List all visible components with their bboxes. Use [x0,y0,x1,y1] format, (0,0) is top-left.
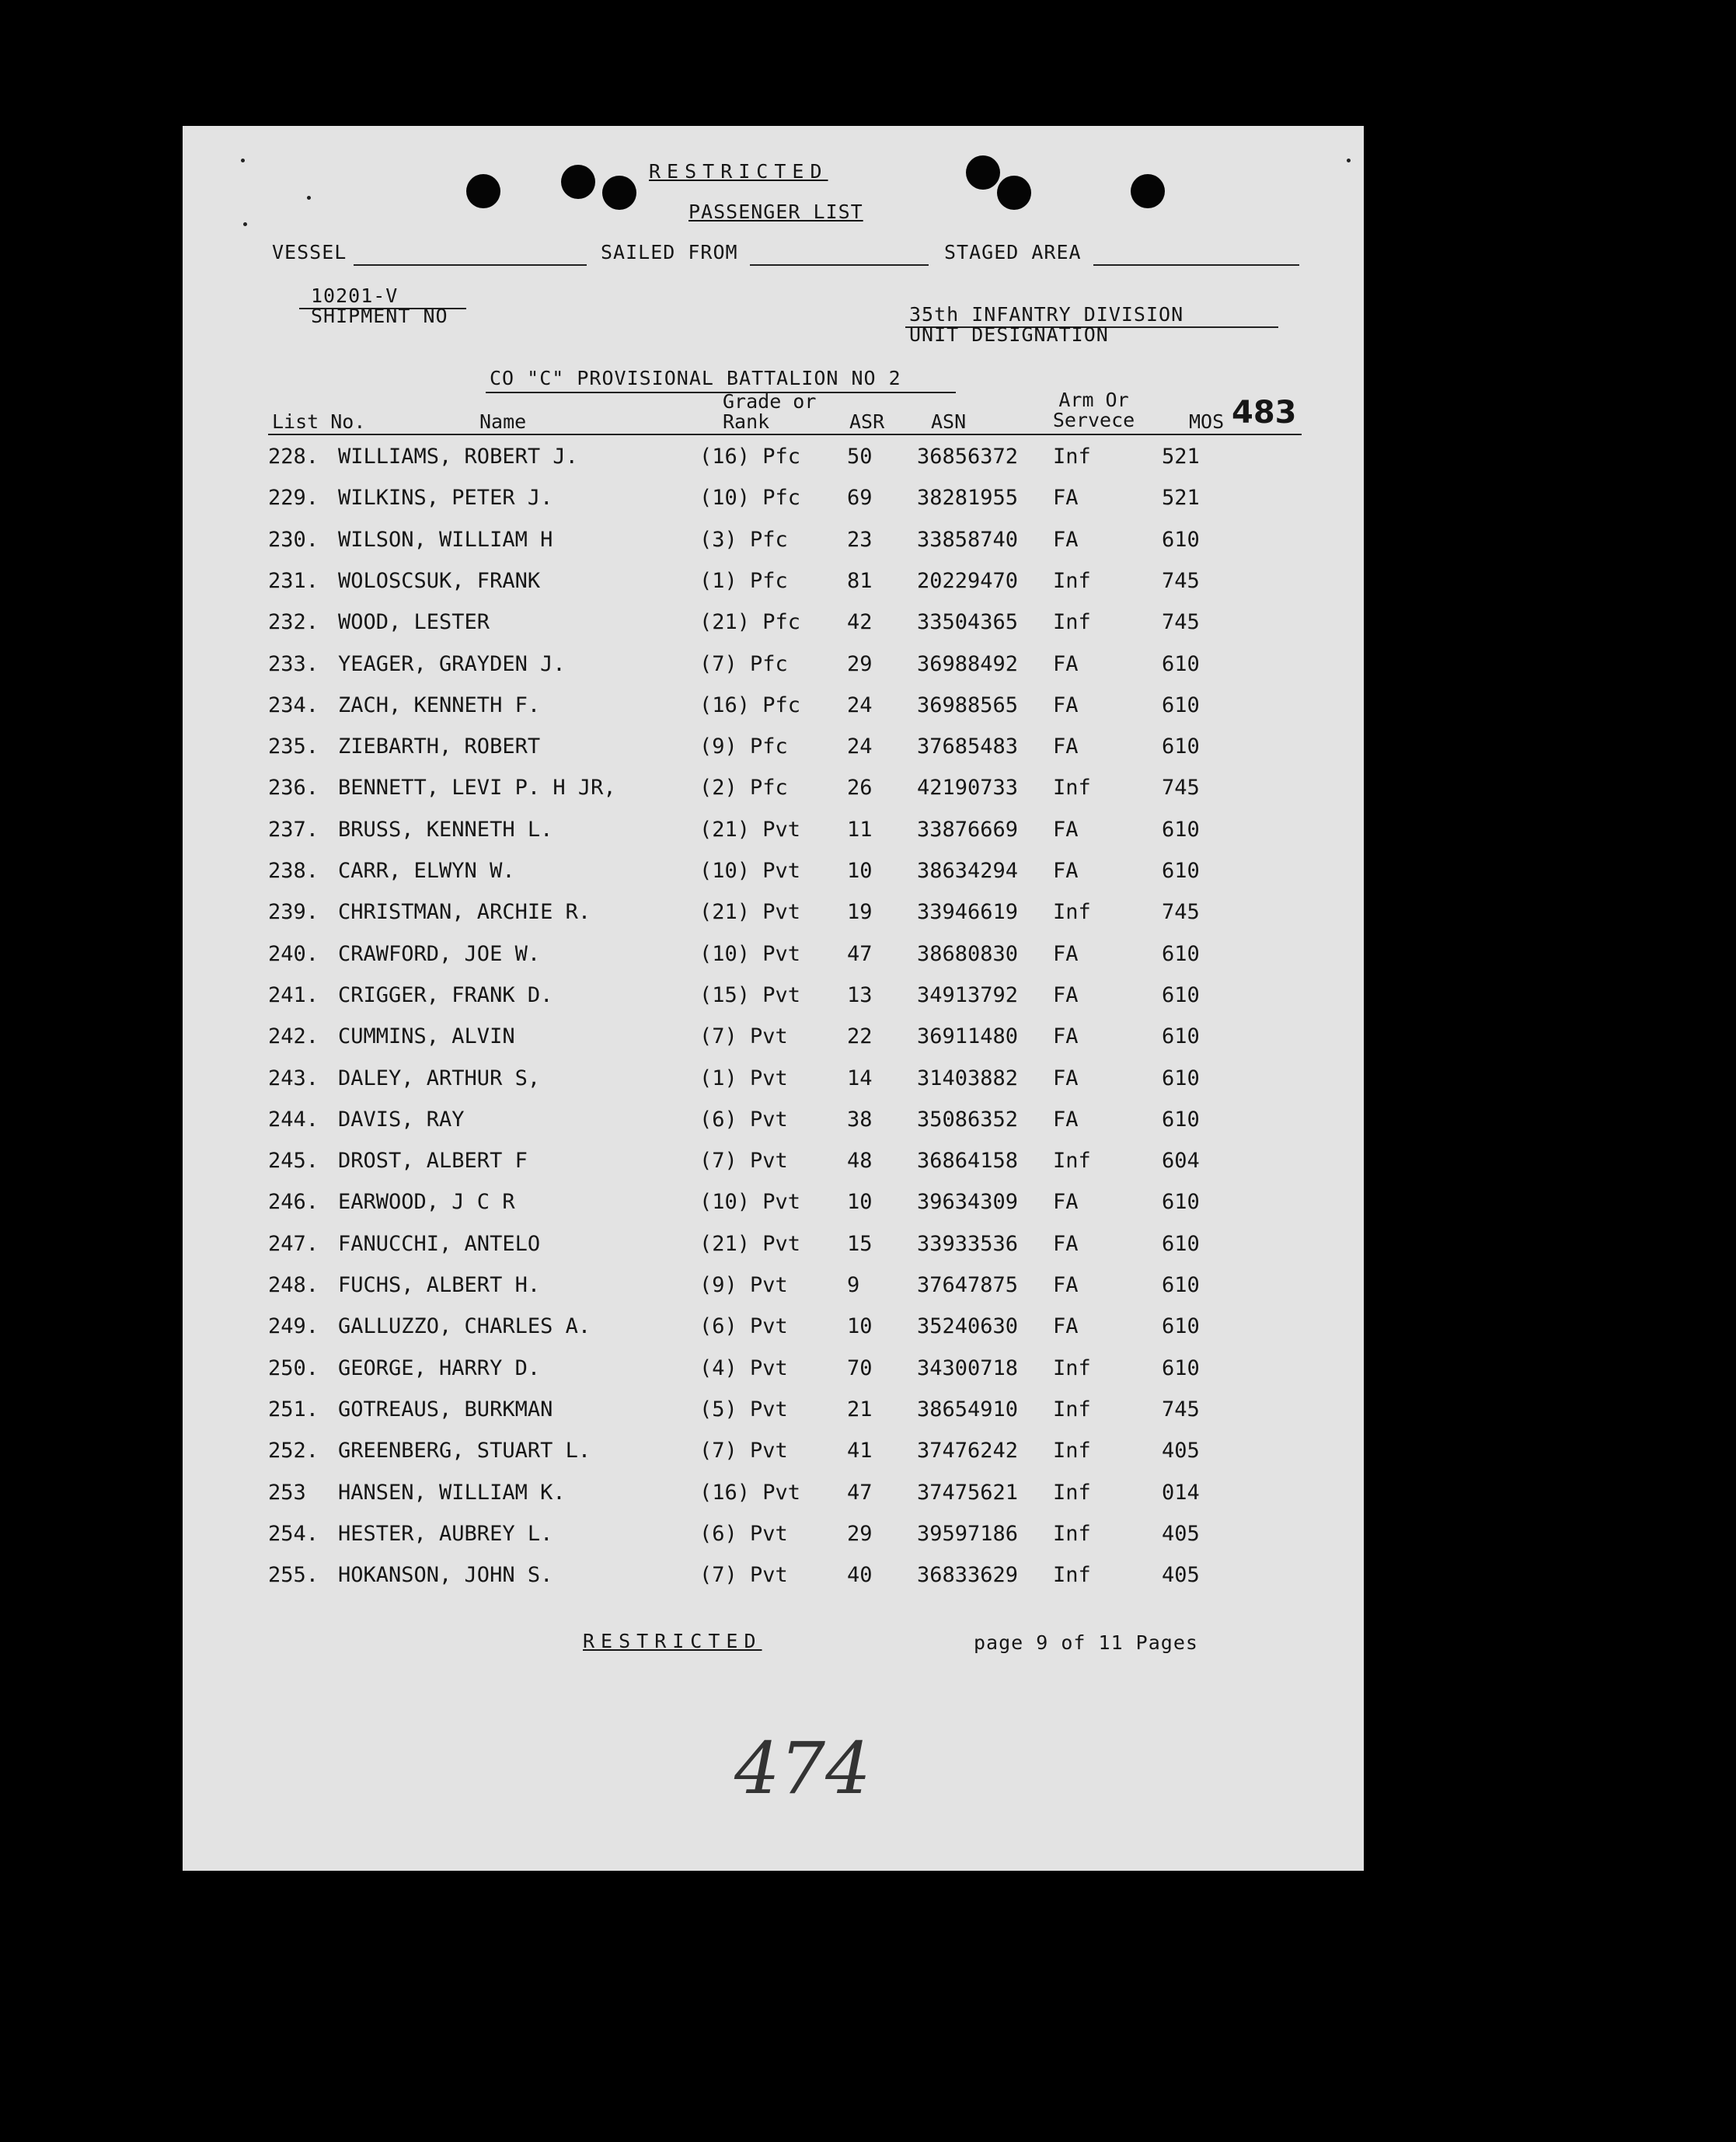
cell-grade: (16) Pfc [699,693,801,717]
cell-list: 239. [268,900,319,924]
cell-name: GEORGE, HARRY D. [338,1356,541,1380]
cell-list: 234. [268,693,319,717]
punch-hole [466,174,500,208]
cell-list: 230. [268,528,319,552]
cell-asn: 34300718 [917,1356,1019,1380]
cell-asr: 26 [847,776,873,800]
cell-name: DAVIS, RAY [338,1108,465,1132]
cell-list: 245. [268,1149,319,1173]
cell-name: WILLIAMS, ROBERT J. [338,445,578,469]
speck [1347,159,1351,162]
cell-arm: FA [1053,1066,1079,1090]
cell-mos: 610 [1162,693,1200,717]
table-row [183,652,1364,693]
cell-asn: 37475621 [917,1481,1019,1505]
cell-arm: Inf [1053,1439,1091,1463]
cell-grade: (16) Pfc [699,445,801,469]
cell-grade: (21) Pvt [699,900,801,924]
table-row [183,818,1364,859]
cell-list: 233. [268,652,319,676]
cell-list: 251. [268,1397,319,1422]
cell-asr: 10 [847,1314,873,1338]
cell-arm: FA [1053,1024,1079,1048]
cell-mos: 610 [1162,1273,1200,1297]
cell-grade: (1) Pvt [699,1066,788,1090]
cell-list: 243. [268,1066,319,1090]
cell-arm: Inf [1053,1356,1091,1380]
table-row [183,776,1364,817]
cell-asr: 10 [847,1190,873,1214]
cell-list: 231. [268,569,319,593]
cell-arm: FA [1053,1314,1079,1338]
cell-asn: 33946619 [917,900,1019,924]
cell-name: HANSEN, WILLIAM K. [338,1481,566,1505]
cell-asr: 9 [847,1273,860,1297]
cell-asn: 42190733 [917,776,1019,800]
table-row [183,1314,1364,1355]
staged-area-blank [1093,264,1299,266]
cell-mos: 745 [1162,776,1200,800]
table-row [183,1066,1364,1108]
header-rule [268,434,1302,435]
cell-asr: 10 [847,859,873,883]
cell-list: 252. [268,1439,319,1463]
cell-grade: (6) Pvt [699,1108,788,1132]
table-row [183,610,1364,651]
cell-mos: 610 [1162,1232,1200,1256]
cell-asn: 37685483 [917,734,1019,759]
cell-asn: 38680830 [917,942,1019,966]
cell-grade: (10) Pvt [699,1190,801,1214]
cell-mos: 610 [1162,734,1200,759]
cell-arm: FA [1053,486,1079,510]
cell-asr: 47 [847,942,873,966]
cell-arm: Inf [1053,1563,1091,1587]
cell-arm: FA [1053,983,1079,1007]
cell-name: DROST, ALBERT F [338,1149,528,1173]
table-row [183,1522,1364,1563]
cell-arm: Inf [1053,1481,1091,1505]
cell-asr: 40 [847,1563,873,1587]
cell-list: 248. [268,1273,319,1297]
cell-list: 232. [268,610,319,634]
cell-asr: 13 [847,983,873,1007]
table-row [183,1273,1364,1314]
passenger-list-page [183,126,1364,1871]
cell-arm: FA [1053,528,1079,552]
col-header-asr: ASR [849,410,885,433]
cell-list: 228. [268,445,319,469]
restricted-bottom: RESTRICTED [583,1630,762,1652]
cell-name: CRAWFORD, JOE W. [338,942,541,966]
cell-asn: 39597186 [917,1522,1019,1546]
cell-list: 249. [268,1314,319,1338]
cell-asn: 31403882 [917,1066,1019,1090]
cell-name: CARR, ELWYN W. [338,859,515,883]
vessel-blank [354,264,587,266]
cell-mos: 610 [1162,818,1200,842]
cell-name: WILSON, WILLIAM H [338,528,553,552]
cell-asn: 36988492 [917,652,1019,676]
cell-grade: (15) Pvt [699,983,801,1007]
speck [307,196,311,200]
company-title: CO "C" PROVISIONAL BATTALION NO 2 [490,367,901,389]
cell-list: 253 [268,1481,306,1505]
cell-name: EARWOOD, J C R [338,1190,515,1214]
sailed-from-label: SAILED FROM [601,241,738,263]
cell-grade: (6) Pvt [699,1314,788,1338]
cell-name: ZACH, KENNETH F. [338,693,541,717]
cell-asn: 39634309 [917,1190,1019,1214]
cell-list: 254. [268,1522,319,1546]
cell-grade: (9) Pfc [699,734,788,759]
table-row [183,528,1364,569]
cell-name: WILKINS, PETER J. [338,486,553,510]
cell-asr: 47 [847,1481,873,1505]
cell-asr: 21 [847,1397,873,1422]
cell-asr: 48 [847,1149,873,1173]
cell-arm: FA [1053,818,1079,842]
cell-arm: Inf [1053,900,1091,924]
cell-asr: 29 [847,652,873,676]
cell-arm: FA [1053,693,1079,717]
cell-asr: 24 [847,693,873,717]
cell-arm: Inf [1053,1397,1091,1422]
cell-mos: 521 [1162,486,1200,510]
table-row [183,734,1364,776]
punch-hole [561,165,595,199]
cell-asn: 36864158 [917,1149,1019,1173]
table-row [183,1190,1364,1231]
cell-asn: 38281955 [917,486,1019,510]
col-header-arm: Arm Or Servece [1052,389,1135,431]
cell-asn: 36988565 [917,693,1019,717]
shipment-no-label: SHIPMENT NO [311,305,448,327]
page-info: page 9 of 11 Pages [974,1631,1198,1654]
cell-arm: FA [1053,1190,1079,1214]
cell-name: FANUCCHI, ANTELO [338,1232,541,1256]
cell-asr: 22 [847,1024,873,1048]
table-row [183,983,1364,1024]
col-header-mos: MOS [1189,410,1225,433]
cell-arm: FA [1053,1232,1079,1256]
cell-grade: (21) Pvt [699,1232,801,1256]
cell-mos: 610 [1162,1314,1200,1338]
cell-list: 240. [268,942,319,966]
table-row [183,1356,1364,1397]
cell-asr: 41 [847,1439,873,1463]
cell-list: 238. [268,859,319,883]
table-row [183,1439,1364,1480]
cell-arm: FA [1053,942,1079,966]
table-row [183,942,1364,983]
col-header-asn: ASN [931,410,967,433]
cell-asr: 29 [847,1522,873,1546]
cell-asn: 36911480 [917,1024,1019,1048]
cell-arm: Inf [1053,610,1091,634]
cell-name: DALEY, ARTHUR S, [338,1066,541,1090]
cell-asn: 38634294 [917,859,1019,883]
cell-asn: 33876669 [917,818,1019,842]
table-row [183,569,1364,610]
table-row [183,445,1364,486]
cell-arm: Inf [1053,569,1091,593]
cell-asr: 23 [847,528,873,552]
cell-arm: FA [1053,1108,1079,1132]
table-row [183,1481,1364,1522]
cell-list: 237. [268,818,319,842]
unit-designation-value: 35th INFANTRY DIVISION [909,303,1184,326]
cell-grade: (7) Pfc [699,652,788,676]
table-row [183,1563,1364,1604]
table-row [183,1108,1364,1149]
cell-name: GREENBERG, STUART L. [338,1439,591,1463]
cell-arm: FA [1053,734,1079,759]
staged-area-label: STAGED AREA [944,241,1082,263]
cell-asr: 19 [847,900,873,924]
cell-mos: 745 [1162,610,1200,634]
cell-mos: 745 [1162,900,1200,924]
cell-grade: (7) Pvt [699,1563,788,1587]
cell-list: 247. [268,1232,319,1256]
cell-grade: (1) Pfc [699,569,788,593]
cell-name: BRUSS, KENNETH L. [338,818,553,842]
cell-grade: (21) Pvt [699,818,801,842]
cell-asn: 35240630 [917,1314,1019,1338]
cell-asr: 24 [847,734,873,759]
cell-arm: Inf [1053,445,1091,469]
cell-asn: 33933536 [917,1232,1019,1256]
sailed-from-blank [750,264,929,266]
cell-list: 235. [268,734,319,759]
cell-grade: (2) Pfc [699,776,788,800]
col-header-grade: Grade or Rank [723,390,817,433]
cell-asr: 11 [847,818,873,842]
cell-asn: 33504365 [917,610,1019,634]
cell-grade: (4) Pvt [699,1356,788,1380]
cell-grade: (9) Pvt [699,1273,788,1297]
cell-name: CUMMINS, ALVIN [338,1024,515,1048]
table-row [183,859,1364,900]
cell-arm: Inf [1053,776,1091,800]
cell-mos: 610 [1162,1066,1200,1090]
cell-asr: 14 [847,1066,873,1090]
table-row [183,900,1364,941]
unit-designation-label: UNIT DESIGNATION [909,323,1109,346]
col-header-list-no: List No. [272,410,366,433]
cell-name: HOKANSON, JOHN S. [338,1563,553,1587]
cell-arm: Inf [1053,1522,1091,1546]
cell-asr: 81 [847,569,873,593]
punch-hole [1131,174,1165,208]
cell-name: BENNETT, LEVI P. H JR, [338,776,616,800]
cell-asr: 70 [847,1356,873,1380]
cell-name: GOTREAUS, BURKMAN [338,1397,553,1422]
cell-mos: 610 [1162,652,1200,676]
cell-list: 242. [268,1024,319,1048]
cell-mos: 610 [1162,1108,1200,1132]
cell-list: 236. [268,776,319,800]
cell-asn: 37647875 [917,1273,1019,1297]
cell-grade: (21) Pfc [699,610,801,634]
cell-grade: (7) Pvt [699,1024,788,1048]
cell-mos: 014 [1162,1481,1200,1505]
cell-arm: FA [1053,859,1079,883]
punch-hole [997,176,1031,210]
cell-mos: 610 [1162,1356,1200,1380]
cell-list: 250. [268,1356,319,1380]
table-row [183,1232,1364,1273]
cell-mos: 610 [1162,528,1200,552]
punch-hole [602,176,636,210]
cell-mos: 745 [1162,1397,1200,1422]
cell-mos: 604 [1162,1149,1200,1173]
page-stamp-number: 483 [1232,395,1297,431]
cell-mos: 610 [1162,983,1200,1007]
cell-arm: FA [1053,652,1079,676]
col-header-name: Name [479,410,527,433]
handwritten-number: 474 [734,1727,871,1810]
cell-name: ZIEBARTH, ROBERT [338,734,541,759]
cell-asr: 69 [847,486,873,510]
cell-list: 255. [268,1563,319,1587]
cell-grade: (6) Pvt [699,1522,788,1546]
cell-mos: 405 [1162,1522,1200,1546]
cell-mos: 610 [1162,859,1200,883]
cell-name: HESTER, AUBREY L. [338,1522,553,1546]
cell-grade: (3) Pfc [699,528,788,552]
table-row [183,1149,1364,1190]
cell-asr: 15 [847,1232,873,1256]
cell-asn: 37476242 [917,1439,1019,1463]
vessel-label: VESSEL [272,241,347,263]
cell-grade: (10) Pvt [699,942,801,966]
company-underline [486,392,956,393]
cell-arm: Inf [1053,1149,1091,1173]
cell-mos: 610 [1162,942,1200,966]
cell-grade: (7) Pvt [699,1439,788,1463]
cell-name: GALLUZZO, CHARLES A. [338,1314,591,1338]
shipment-no-value: 10201-V [311,284,399,307]
cell-list: 244. [268,1108,319,1132]
cell-asn: 20229470 [917,569,1019,593]
cell-asr: 38 [847,1108,873,1132]
document-title: PASSENGER LIST [688,201,863,223]
cell-name: CRIGGER, FRANK D. [338,983,553,1007]
cell-asr: 42 [847,610,873,634]
punch-hole [966,155,1000,190]
cell-mos: 405 [1162,1563,1200,1587]
cell-asn: 34913792 [917,983,1019,1007]
cell-mos: 610 [1162,1024,1200,1048]
cell-asn: 35086352 [917,1108,1019,1132]
table-row [183,1024,1364,1066]
cell-list: 246. [268,1190,319,1214]
cell-grade: (5) Pvt [699,1397,788,1422]
table-row [183,1397,1364,1439]
cell-name: WOOD, LESTER [338,610,490,634]
cell-asn: 38654910 [917,1397,1019,1422]
table-row [183,693,1364,734]
cell-mos: 610 [1162,1190,1200,1214]
cell-mos: 521 [1162,445,1200,469]
speck [243,222,247,226]
cell-grade: (16) Pvt [699,1481,801,1505]
cell-list: 229. [268,486,319,510]
restricted-top: RESTRICTED [649,160,828,183]
cell-list: 241. [268,983,319,1007]
cell-name: WOLOSCSUK, FRANK [338,569,541,593]
speck [241,159,245,162]
cell-mos: 745 [1162,569,1200,593]
cell-arm: FA [1053,1273,1079,1297]
cell-asn: 36833629 [917,1563,1019,1587]
cell-asn: 36856372 [917,445,1019,469]
cell-name: CHRISTMAN, ARCHIE R. [338,900,591,924]
cell-asr: 50 [847,445,873,469]
cell-asn: 33858740 [917,528,1019,552]
cell-name: YEAGER, GRAYDEN J. [338,652,566,676]
cell-grade: (10) Pvt [699,859,801,883]
cell-grade: (10) Pfc [699,486,801,510]
cell-name: FUCHS, ALBERT H. [338,1273,541,1297]
cell-mos: 405 [1162,1439,1200,1463]
table-row [183,486,1364,527]
cell-grade: (7) Pvt [699,1149,788,1173]
